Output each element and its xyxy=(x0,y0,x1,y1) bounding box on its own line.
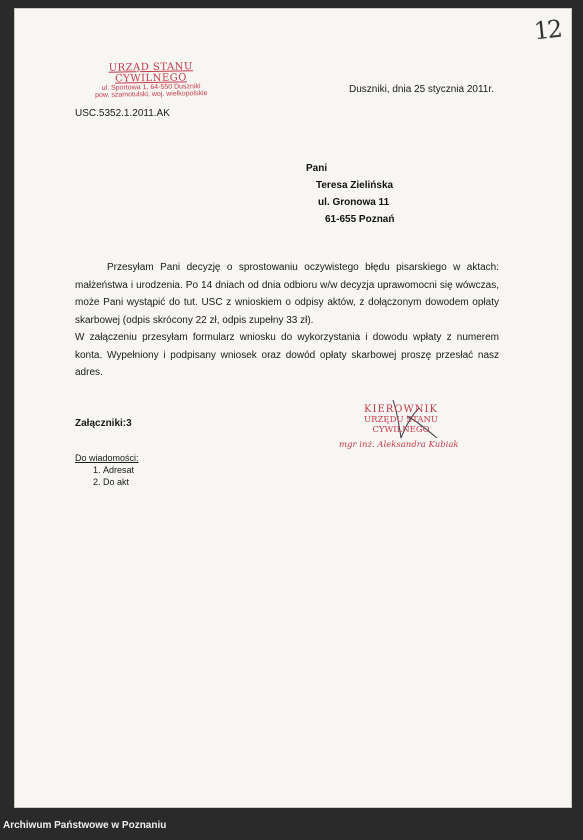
distribution-header: Do wiadomości: xyxy=(75,453,139,463)
recipient-city: 61-655 Poznań xyxy=(325,214,395,225)
recipient-name: Teresa Zielińska xyxy=(316,180,394,191)
body-paragraph-1: Przesyłam Pani decyzję o sprostowaniu oczywistego błędu pisarskiego w aktach: małżeństwa i urodzenia. Po 14 dniach od dnia odbioru w/w decyzja uprawomocni się wówczas, może Pani wystąpić do tut. USC z wnioskiem o odpisy aktów, z dołączonym dowodem opłaty skarbowej (odpis skrócony 22 zł, odpis zupełny 33 zł). xyxy=(75,262,499,326)
office-stamp xyxy=(86,61,217,99)
body-paragraph-2: W załączeniu przesyłam formularz wniosku do wykorzystania i dowodu wpłaty z numerem konta. Wypełniony i podpisany wniosek oraz dowód opłaty skarbowej proszę przesłać nasz adres. xyxy=(75,332,499,378)
recipient-address xyxy=(306,160,394,228)
stamp-line-3: pow. szamotulski, woj. wielkopolskie xyxy=(94,90,208,99)
stamp-line-1: URZĄD STANU CYWILNEGO xyxy=(108,61,193,85)
distribution-list xyxy=(75,452,139,488)
signatory-name: mgr inż. Aleksandra Kubiak xyxy=(339,440,459,450)
list-item: 1. Adresat xyxy=(103,464,139,476)
signature-stamp-title: KIEROWNIK xyxy=(364,404,438,415)
signature-stamp xyxy=(336,404,466,435)
attachments-label: Załączniki:3 xyxy=(75,418,132,429)
place-date: Duszniki, dnia 25 stycznia 2011r. xyxy=(349,84,494,95)
distribution-items xyxy=(75,464,139,488)
stamp-line-2: ul. Sportowa 1, 64-550 Duszniki xyxy=(101,83,201,92)
recipient-salutation: Pani xyxy=(306,163,328,174)
recipient-street: ul. Gronowa 11 xyxy=(318,197,390,208)
letter-body xyxy=(75,259,499,382)
reference-number: USC.5352.1.2011.AK xyxy=(75,108,170,119)
archive-footer: Archiwum Państwowe w Poznaniu xyxy=(3,820,167,831)
list-item: 2. Do akt xyxy=(103,476,139,488)
signature-stamp-office: URZĘDU STANU CYWILNEGO xyxy=(363,415,439,435)
document-page xyxy=(14,8,572,808)
handwritten-page-number: 12 xyxy=(533,14,563,46)
